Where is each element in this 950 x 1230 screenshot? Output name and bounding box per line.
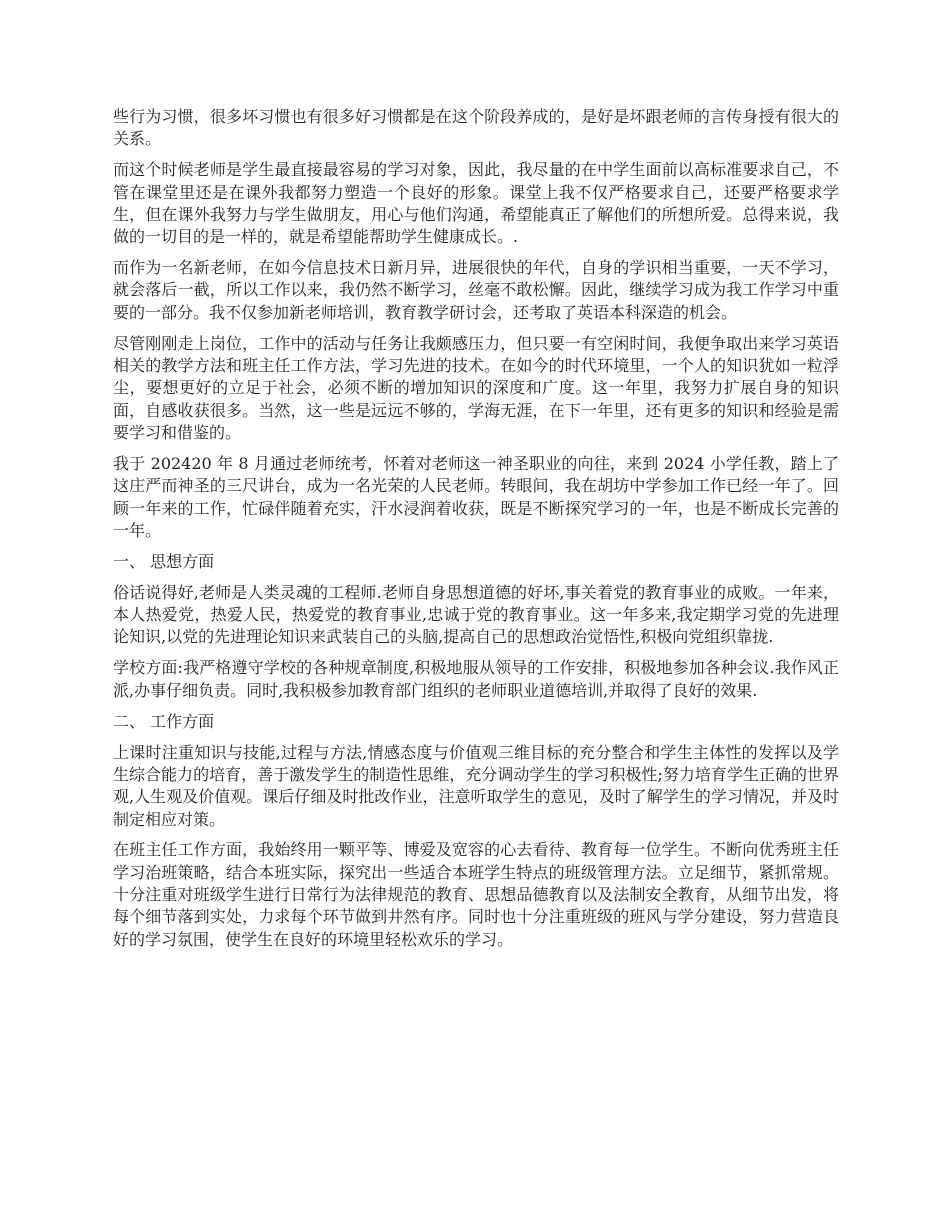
paragraph-ideology: 俗话说得好,老师是人类灵魂的工程师.老师自身思想道德的好坏,事关着党的教育事业的成败。一年来，本人热爱党，热爱人民，热爱党的教育事业,忠诚于党的教育事业。这一年多来,我定期学习党的先进理论知识,以党的先进理论知识来武装自己的头脑,提高自己的思想政治觉悟性,积极向党组织靠拢.	[113, 582, 839, 647]
paragraph-school-discipline: 学校方面:我严格遵守学校的各种规章制度,积极地服从领导的工作安排，积极地参加各种会议.我作风正派,办事仔细负责。同时,我积极参加教育部门组织的老师职业道德培训,并取得了良好的效果.	[113, 658, 839, 700]
paragraph-role-model: 而这个时候老师是学生最直接最容易的学习对象，因此，我尽量的在中学生面前以高标准要求自己，不管在课堂里还是在课外我都努力塑造一个良好的形象。课堂上我不仅严格要求自己，还要严格要求学生，但在课外我努力与学生做朋友，用心与他们沟通，希望能真正了解他们的所想所爱。总得来说，我做的一切目的是一样的，就是希望能帮助学生健康成长。.	[113, 160, 839, 247]
paragraph-continuous-learning: 而作为一名新老师，在如今信息技术日新月异，进展很快的年代，自身的学识相当重要，一天不学习，就会落后一截，所以工作以来，我仍然不断学习，丝毫不敢松懈。因此，继续学习成为我工作学习中重要的一部分。我不仅参加新老师培训，教育教学研讨会，还考取了英语本科深造的机会。	[113, 258, 839, 322]
paragraph-habits-intro: 些行为习惯，很多坏习惯也有很多好习惯都是在这个阶段养成的，是好是坏跟老师的言传身授有很大的关系。	[113, 107, 839, 149]
paragraph-teaching: 上课时注重知识与技能,过程与方法,情感态度与价值观三维目标的充分整合和学生主体性的发挥以及学生综合能力的培育，善于激发学生的制造性思维，充分调动学生的学习积极性;努力培育学生正确的世界观,人生观及价值观。课后仔细及时批改作业，注意听取学生的意见，及时了解学生的学习情况，并及时制定相应对策。	[113, 742, 839, 829]
section-heading-work: 二、 工作方面	[113, 711, 215, 731]
document-body	[113, 106, 839, 960]
paragraph-work-pressure: 尽管刚刚走上岗位，工作中的活动与任务让我颇感压力，但只要一有空闲时间，我便争取出来学习英语相关的教学方法和班主任工作方法，学习先进的技术。在如今的时代环境里，一个人的知识犹如一粒浮尘，要想更好的立足于社会，必须不断的增加知识的深度和广度。这一年里，我努力扩展自身的知识面，自感收获很多。当然，这一些是远远不够的，学海无涯，在下一年里，还有更多的知识和经验是需要学习和借鉴的。	[113, 333, 839, 442]
section-heading-ideology: 一、 思想方面	[113, 551, 215, 571]
paragraph-career-start: 我于 202420 年 8 月通过老师统考，怀着对老师这一神圣职业的向往，来到 2024 小学任教，踏上了这庄严而神圣的三尺讲台，成为一名光荣的人民老师。转眼间，我在胡坊中学参加工作已经一年了。回顾一年来的工作，忙碌伴随着充实，汗水浸润着收获，既是不断探究学习的一年，也是不断成长完善的一年。	[113, 453, 839, 540]
paragraph-class-management: 在班主任工作方面，我始终用一颗平等、博爱及宽容的心去看待、教育每一位学生。不断向优秀班主任学习治班策略，结合本班实际，探究出一些适合本班学生特点的班级管理方法。立足细节，紧抓常规。十分注重对班级学生进行日常行为法律规范的教育、思想品德教育以及法制安全教育，从细节出发，将每个细节落到实处，力求每个环节做到井然有序。同时也十分注重班级的班风与学分建设，努力营造良好的学习氛围，使学生在良好的环境里轻松欢乐的学习。	[113, 840, 839, 949]
